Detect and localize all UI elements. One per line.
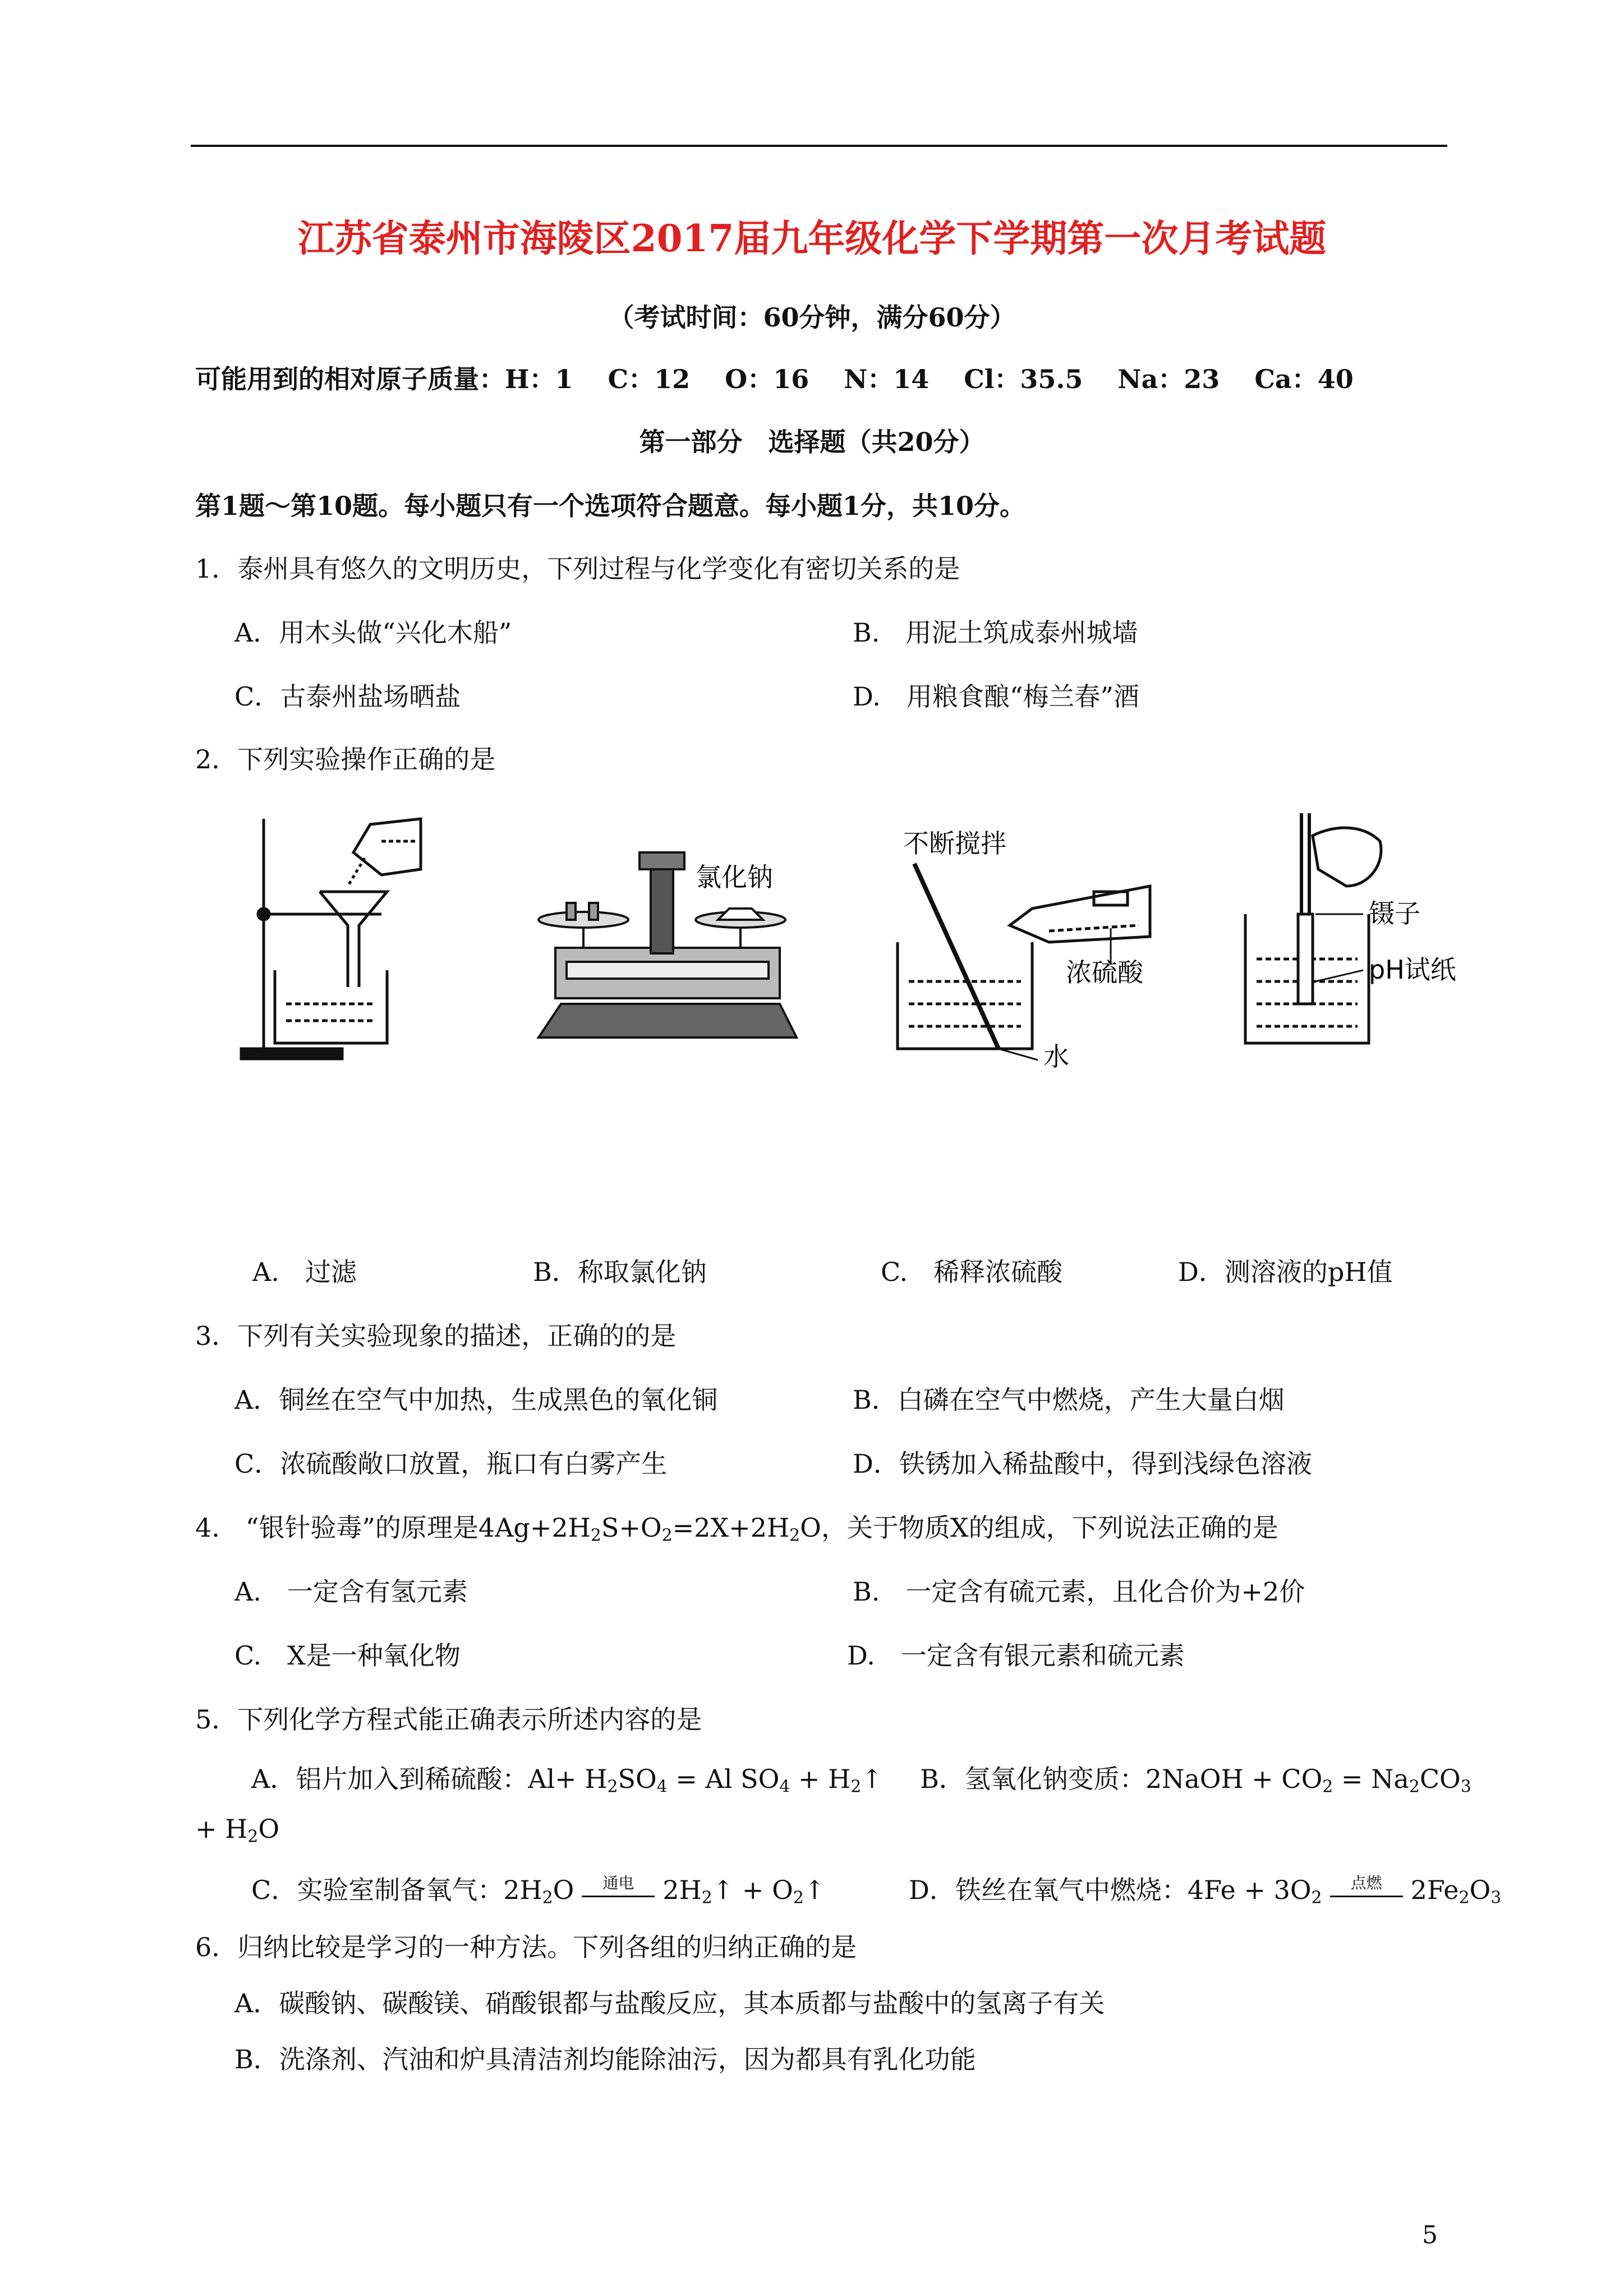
q5-equation-a: $Al+ H_2SO_4 = Al$ $SO_4$ + $H_2↑$ [528, 1764, 883, 1797]
q1-option-a: A．用木头做“兴化木船” [234, 617, 512, 648]
q1-option-c: C．古泰州盐场晒盐 [234, 681, 461, 712]
water-label: 水 [1043, 1041, 1069, 1071]
q5-equation-b: 2NaOH + $CO_2 = Na_2CO_3$ [1145, 1764, 1471, 1797]
balance-figure [527, 802, 808, 1071]
q4-stem [195, 1507, 1278, 1545]
q5-equation-c: $2H_2O$ [503, 1875, 574, 1908]
part1-heading: 第一部分 选择题（共20分） [639, 427, 985, 457]
q5-option-a-prefix: A．铝片加入到稀硫酸： [251, 1764, 528, 1794]
nacl-label: 氯化钠 [696, 862, 773, 892]
q4-option-a: A. 一定含有氢元素 [234, 1576, 468, 1607]
q5-option-a [251, 1759, 883, 1796]
q3-option-c: C．浓硫酸敞口放置，瓶口有白雾产生 [234, 1449, 668, 1479]
q1-option-d: D. 用粮食酿“梅兰春”酒 [853, 681, 1139, 712]
q6-stem: 6．归纳比较是学习的一种方法。下列各组的归纳正确的是 [195, 1932, 857, 1962]
q4-option-d: D. 一定含有银元素和硫元素 [847, 1640, 1185, 1671]
q3-stem: 3．下列有关实验现象的描述，正确的的是 [195, 1321, 677, 1351]
dilution-figure [881, 802, 1195, 1071]
q6-option-b: B．洗涤剂、汽油和炉具清洁剂均能除油污，因为都具有乳化功能 [234, 2044, 976, 2074]
q6-option-a: A．碳酸钠、碳酸镁、硝酸银都与盐酸反应，其本质都与盐酸中的氢离子有关 [234, 1988, 1105, 2018]
q4-stem-prefix: 4. “银针验毒”的原理是 [195, 1513, 479, 1543]
ph-test-figure [1234, 802, 1526, 1071]
reaction-arrow-electrolysis: 通电 [582, 1881, 655, 1903]
q3-option-a: A．铜丝在空气中加热，生成黑色的氧化铜 [234, 1385, 718, 1415]
q5-stem: 5．下列化学方程式能正确表示所述内容的是 [195, 1704, 702, 1735]
q4-stem-suffix: ，关于物质X的组成，下列说法正确的是 [821, 1513, 1278, 1543]
reaction-arrow-ignition: 点燃 [1330, 1881, 1403, 1903]
ph-paper-label: pH试纸 [1369, 955, 1456, 985]
tweezers-label: 镊子 [1369, 898, 1420, 929]
q4-equation: $4Ag+2H_2S+O_2=2X+2H_2O$ [478, 1513, 821, 1546]
q1-option-b: B. 用泥土筑成泰州城墙 [853, 617, 1138, 648]
header-rule [191, 145, 1447, 147]
page-number: 5 [1422, 2221, 1438, 2249]
section-instruction: 第1题～第10题。每小题只有一个选项符合题意。每小题1分，共10分。 [195, 491, 1026, 521]
q5-option-b [920, 1759, 1471, 1796]
acid-label: 浓硫酸 [1066, 957, 1143, 988]
q5-option-b-prefix: B．氢氧化钠变质： [920, 1764, 1145, 1794]
q2-option-c: C. 稀释浓硫酸 [881, 1257, 1063, 1287]
q5-option-c-prefix: C．实验室制备氧气： [251, 1875, 504, 1905]
exam-info: （考试时间：60分钟，满分60分） [608, 302, 1016, 333]
q3-option-d: D．铁锈加入稀盐酸中，得到浅绿色溶液 [853, 1449, 1312, 1479]
stir-label: 不断搅拌 [903, 828, 1006, 859]
filtration-apparatus-figure [236, 802, 482, 1071]
q5-option-b-continued: + $H_2O$ [195, 1814, 280, 1847]
q5-option-d-prefix: D．铁丝在氧气中燃烧： [909, 1875, 1188, 1905]
q4-option-c: C. X是一种氧化物 [234, 1640, 461, 1671]
exam-title: 江苏省泰州市海陵区2017届九年级化学下学期第一次月考试题 [297, 216, 1327, 260]
atomic-masses: 可能用到的相对原子质量：H：1 C：12 O：16 N：14 Cl：35.5 Na：23 Ca：40 [195, 364, 1354, 394]
q5-option-d: D．铁丝在氧气中燃烧：$4Fe + 3O_2$ 点燃 $2Fe_2O_3$ [909, 1874, 1502, 1908]
q2-figures [236, 802, 1526, 1071]
q4-option-b: B. 一定含有硫元素，且化合价为+2价 [853, 1576, 1305, 1607]
q2-stem: 2．下列实验操作正确的是 [195, 744, 496, 774]
q5-option-c: C．实验室制备氧气：$2H_2O$ 通电 $2H_2↑$ + $O_2↑$ [251, 1874, 826, 1908]
q1-stem: 1．泰州具有悠久的文明历史，下列过程与化学变化有密切关系的是 [195, 554, 960, 584]
q2-option-a: A. 过滤 [252, 1257, 357, 1287]
q2-option-b: B．称取氯化钠 [533, 1257, 707, 1287]
q3-option-b: B．白磷在空气中燃烧，产生大量白烟 [853, 1385, 1285, 1415]
q2-option-d: D．测溶液的pH值 [1178, 1257, 1393, 1287]
q5-equation-d: $4Fe + 3O_2$ [1187, 1875, 1322, 1908]
